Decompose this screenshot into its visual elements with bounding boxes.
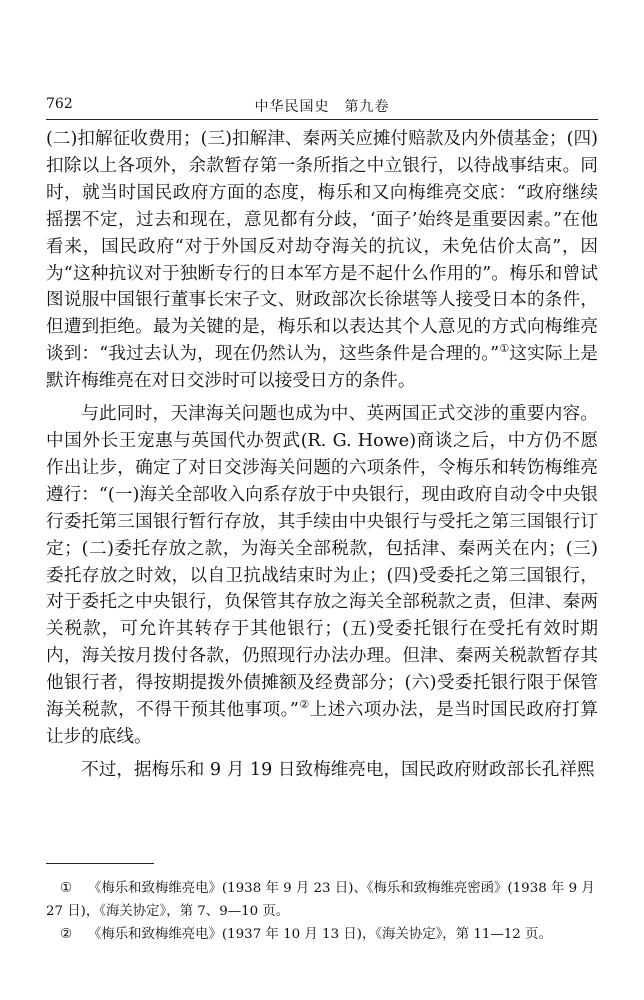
footnote-ref: ①: [499, 342, 510, 356]
footnotes: [46, 877, 598, 946]
footnote-mark: ②: [60, 927, 73, 942]
header-rule: [46, 119, 598, 120]
footnote-text: 《梅乐和致梅维亮电》(1937 年 10 月 13 日)，《海关协定》，第 11—12 页。: [88, 927, 552, 942]
paragraph-text: 这实际上是默许梅维亮在对日交涉时可以接受日方的条件。: [46, 344, 598, 392]
paragraph-text: 与此同时，天津海关问题也成为中、英两国正式交涉的重要内容。中国外长王宠惠与英国代办贺武(R. G. Howe)商谈之后，中方仍不愿作出让步，确定了对日交涉海关问题的六项条件，令梅乐和转饬梅维亮遵行：“(一)海关全部收入向系存放于中央银行，现由政府自动令中央银行委托第三国银行暂行存放，其手续由中央银行与受托之第三国银行订定；(二)委托存放之款，为海关全部税款，包括津、秦两关在内；(三)委托存放之时效，以自卫抗战结束时为止；(四)受委托之第三国银行，对于委托之中央银行，负保管其存放之海关全部税款之责，但津、秦两关税款，可允许其转存于其他银行；(五)受委托银行在受托有效时期内，海关按月拨付各款，仍照现行办法办理。但津、秦两关税款暂存其他银行者，得按期提拨外债摊额及经费部分；(六)受委托银行限于保管海关税款，不得干预其他事项。”: [46, 404, 598, 721]
footnote: [46, 923, 598, 946]
page-number: 762: [46, 96, 73, 112]
body-text: [46, 126, 598, 784]
footnote-ref: ②: [298, 698, 310, 712]
paragraph: [46, 126, 598, 395]
footnote-rule: [46, 863, 154, 864]
paragraph-text: 上述六项办法，是当时国民政府打算让步的底线。: [46, 700, 598, 747]
paragraph: [46, 757, 598, 784]
footnote-mark: ①: [60, 881, 73, 896]
paragraph-text: (二)扣解征收费用；(三)扣解津、秦两关应摊付赔款及内外债基金；(四)扣除以上各项外，余款暂存第一条所指之中立银行，以待战事结束。同时，就当时国民政府方面的态度，梅乐和又向梅维亮交底：“政府继续摇摆不定，过去和现在，意见都有分歧，‘面子’始终是重要因素。”在他看来，国民政府“对于外国反对劫夺海关的抗议，未免估价太高”，因为“这种抗议对于独断专行的日本军方是不起什么作用的”。梅乐和曾试图说服中国银行董事长宋子文、财政部次长徐堪等人接受日本的条件，但遭到拒绝。最为关键的是，梅乐和以表达其个人意见的方式向梅维亮谈到：“我过去认为，现在仍然认为，这些条件是合理的。”: [46, 129, 598, 365]
paragraph-text: 不过，据梅乐和 9 月 19 日致梅维亮电，国民政府财政部长孔祥熙: [81, 759, 595, 780]
running-title: 中华民国史 第九卷: [254, 99, 390, 115]
footnote-text: 《梅乐和致梅维亮电》(1938 年 9 月 23 日)、《梅乐和致梅维亮密函》(1938 年 9 月 27 日)，《海关协定》，第 7、9—10 页。: [46, 881, 595, 919]
paragraph: [46, 401, 598, 751]
footnote: [46, 877, 598, 923]
page-header: [46, 96, 598, 118]
